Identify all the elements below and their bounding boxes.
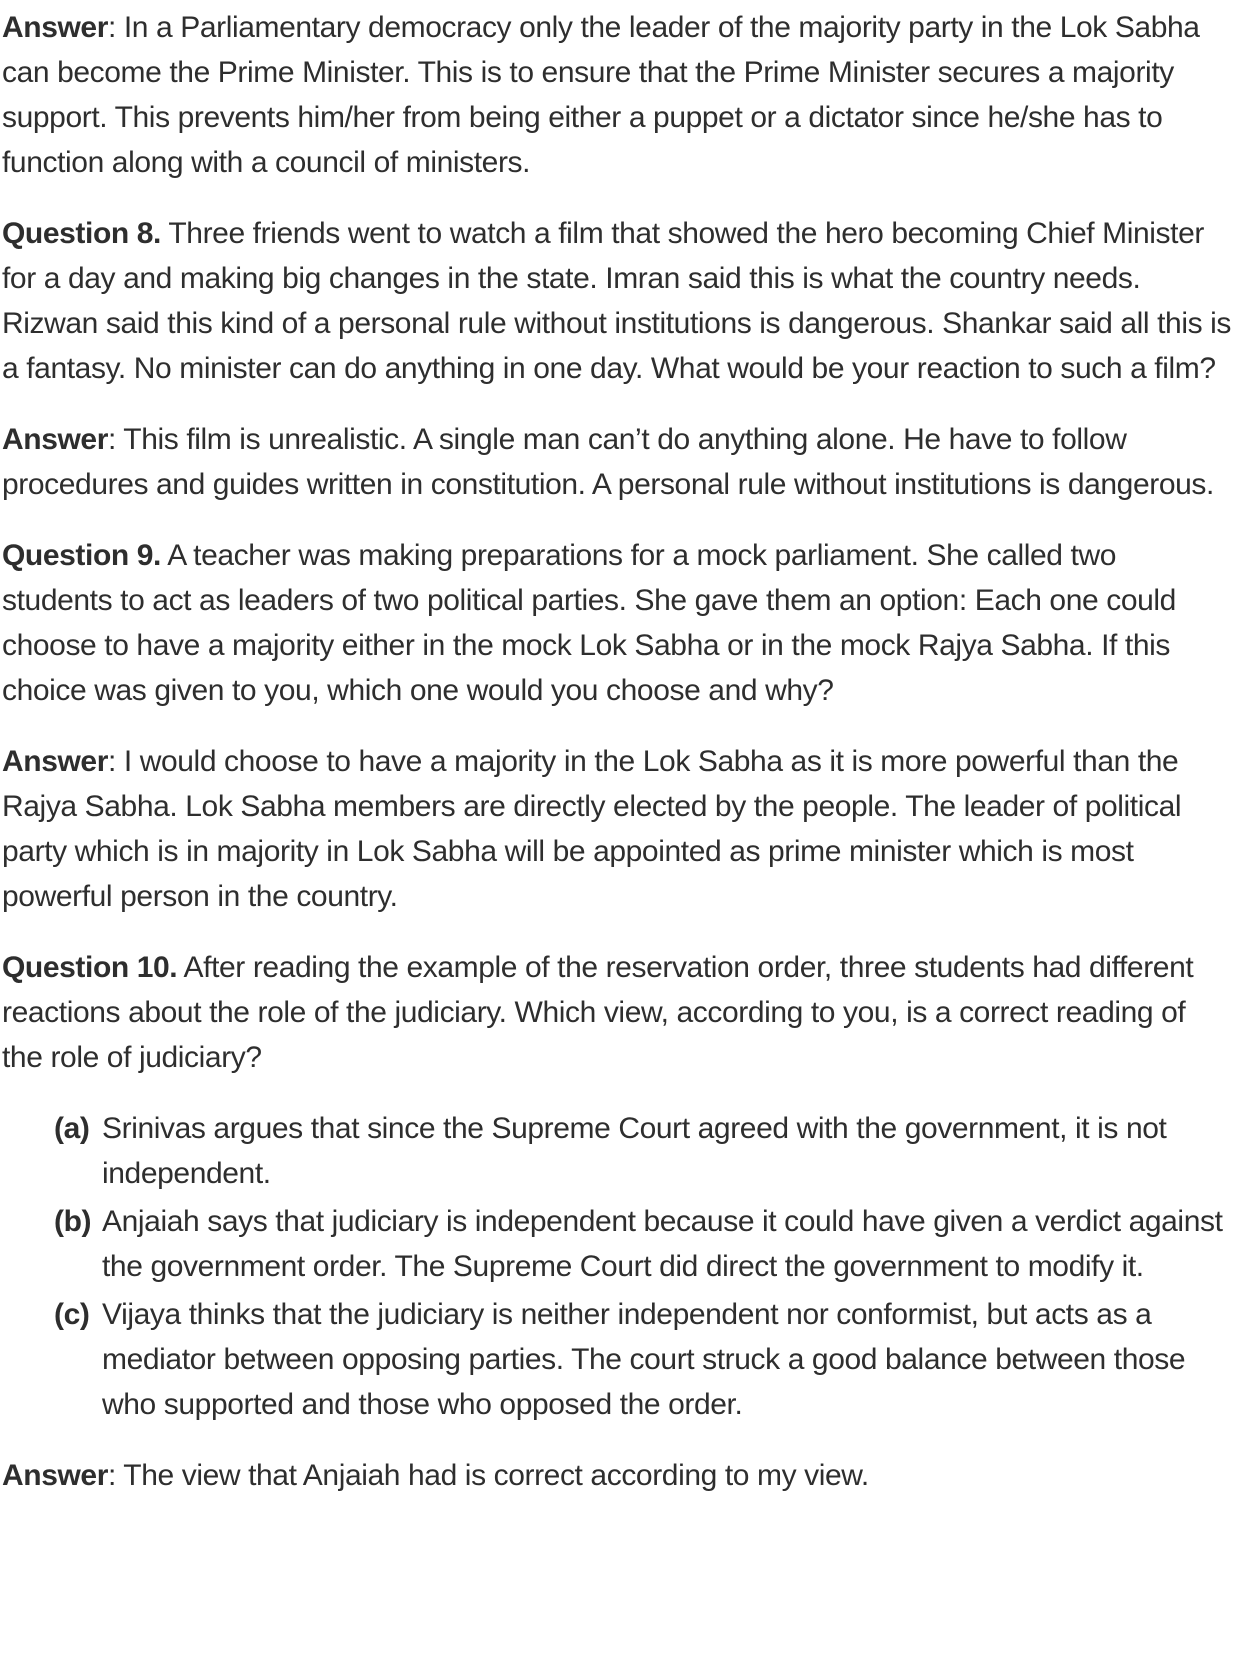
option-c-text: Vijaya thinks that the judiciary is neither independent nor conformist, but acts as a mediator between opposing parties. The court struck a good balance between those who supported and those who opposed the order. xyxy=(102,1298,1186,1421)
answer-paragraph-2 xyxy=(2,417,1233,507)
answer-label: Answer xyxy=(2,1459,108,1492)
question-8-label: Question 8. xyxy=(2,217,161,250)
answer-label: Answer xyxy=(2,423,108,456)
option-c xyxy=(2,1292,1233,1427)
option-a-text: Srinivas argues that since the Supreme Court agreed with the government, it is not independent. xyxy=(102,1112,1167,1190)
paragraph-text: : In a Parliamentary democracy only the leader of the majority party in the Lok Sabha can become the Prime Minister. This is to ensure that the Prime Minister secures a majority support. This prevents him/her from being either a puppet or a dictator since he/she has to function along with a council of ministers. xyxy=(2,11,1200,179)
answer-label: Answer xyxy=(2,745,108,778)
answer-paragraph-3 xyxy=(2,739,1233,919)
paragraph-text: : This film is unrealistic. A single man can’t do anything alone. He have to follow procedures and guides written in constitution. A personal rule without institutions is dangerous. xyxy=(2,423,1214,501)
question-10-label: Question 10. xyxy=(2,951,178,984)
paragraph-text: : I would choose to have a majority in the Lok Sabha as it is more powerful than the Rajya Sabha. Lok Sabha members are directly elected by the people. The leader of political party which is in majority in Lok Sabha will be appointed as prime minister which is most powerful person in the country. xyxy=(2,745,1182,913)
paragraph-text: Three friends went to watch a film that showed the hero becoming Chief Minister for a day and making big changes in the state. Imran said this is what the country needs. Rizwan said this kind of a personal rule without institutions is dangerous. Shankar said all this is a fantasy. No minister can do anything in one day. What would be your reaction to such a film? xyxy=(2,217,1231,385)
question-8-paragraph xyxy=(2,211,1233,391)
paragraph-text: : The view that Anjaiah had is correct according to my view. xyxy=(107,1459,869,1492)
answer-paragraph-4 xyxy=(2,1453,1233,1498)
question-9-paragraph xyxy=(2,533,1233,713)
question-9-label: Question 9. xyxy=(2,539,161,572)
option-b xyxy=(2,1199,1233,1289)
paragraph-text: After reading the example of the reservation order, three students had different reactions about the role of the judiciary. Which view, according to you, is a correct reading of the role of judiciary? xyxy=(2,951,1194,1074)
option-a-marker: (a) xyxy=(54,1112,90,1145)
options-list xyxy=(2,1106,1233,1427)
option-a xyxy=(2,1106,1233,1196)
option-c-marker: (c) xyxy=(54,1298,90,1331)
answer-label: Answer xyxy=(2,11,108,44)
question-10-paragraph xyxy=(2,945,1233,1080)
option-b-marker: (b) xyxy=(54,1205,92,1238)
option-b-text: Anjaiah says that judiciary is independent because it could have given a verdict against the government order. The Supreme Court did direct the government to modify it. xyxy=(102,1205,1223,1283)
paragraph-text: A teacher was making preparations for a mock parliament. She called two students to act as leaders of two political parties. She gave them an option: Each one could choose to have a majority either in the mock Lok Sabha or in the mock Rajya Sabha. If this choice was given to you, which one would you choose and why? xyxy=(2,539,1176,707)
answer-paragraph-1 xyxy=(2,5,1233,185)
